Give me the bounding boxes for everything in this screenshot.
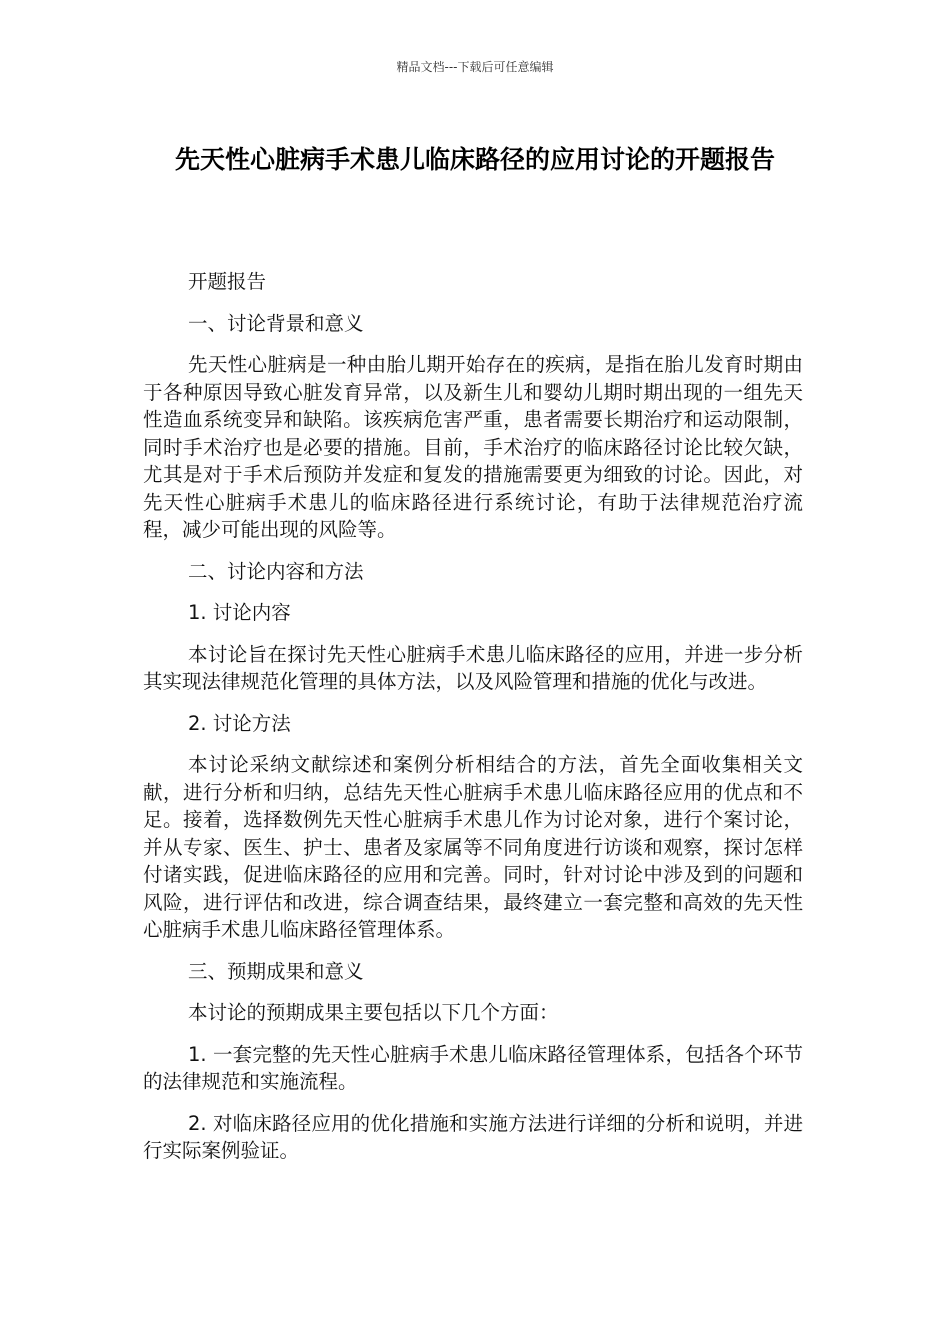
subheading-content: 1. 讨论内容 [188, 601, 291, 624]
header-watermark: 精品文档---下载后可任意编辑 [396, 60, 554, 74]
paragraph-background: 先天性心脏病是一种由胎儿期开始存在的疾病，是指在胎儿发育时期由于各种原因导致心脏发育异常，以及新生儿和婴幼儿期时期出现的一组先天性造血系统变异和缺陷。该疾病危害严重，患者需要长期治疗和运动限制，同时手术治疗也是必要的措施。目前，手术治疗的临床路径讨论比较欠缺，尤其是对于手术后预防并发症和复发的措施需要更为细致的讨论。因此，对先天性心脏病手术患儿的临床路径进行系统讨论，有助于法律规范治疗流程，减少可能出现的风险等。 [143, 353, 803, 541]
list-item-result-2: 2. 对临床路径应用的优化措施和实施方法进行详细的分析和说明，并进行实际案例验证。 [143, 1111, 803, 1162]
document-title: 先天性心脏病手术患儿临床路径的应用讨论的开题报告 [174, 145, 775, 174]
list-item-result-1: 1. 一套完整的先天性心脏病手术患儿临床路径管理体系，包括各个环节的法律规范和实施流程。 [143, 1042, 803, 1093]
document-body [143, 268, 803, 1179]
heading-expected-results: 三、预期成果和意义 [188, 959, 364, 983]
paragraph-method: 本讨论采纳文献综述和案例分析相结合的方法，首先全面收集相关文献，进行分析和归纳，总结先天性心脏病手术患儿临床路径应用的优点和不足。接着，选择数例先天性心脏病手术患儿作为讨论对象，进行个案讨论，并从专家、医生、护士、患者及家属等不同角度进行访谈和观察，探讨怎样付诸实践，促进临床路径的应用和完善。同时，针对讨论中涉及到的问题和风险，进行评估和改进，综合调查结果，最终建立一套完整和高效的先天性心脏病手术患儿临床路径管理体系。 [143, 753, 803, 941]
subheading-method: 2. 讨论方法 [188, 711, 291, 735]
heading-content-method: 二、讨论内容和方法 [188, 559, 364, 583]
heading-background: 一、讨论背景和意义 [188, 311, 364, 335]
label-proposal: 开题报告 [188, 270, 267, 293]
paragraph-results-intro: 本讨论的预期成果主要包括以下几个方面： [188, 1001, 559, 1024]
paragraph-content: 本讨论旨在探讨先天性心脏病手术患儿临床路径的应用，并进一步分析其实现法律规范化管理的具体方法，以及风险管理和措施的优化与改进。 [143, 642, 803, 693]
